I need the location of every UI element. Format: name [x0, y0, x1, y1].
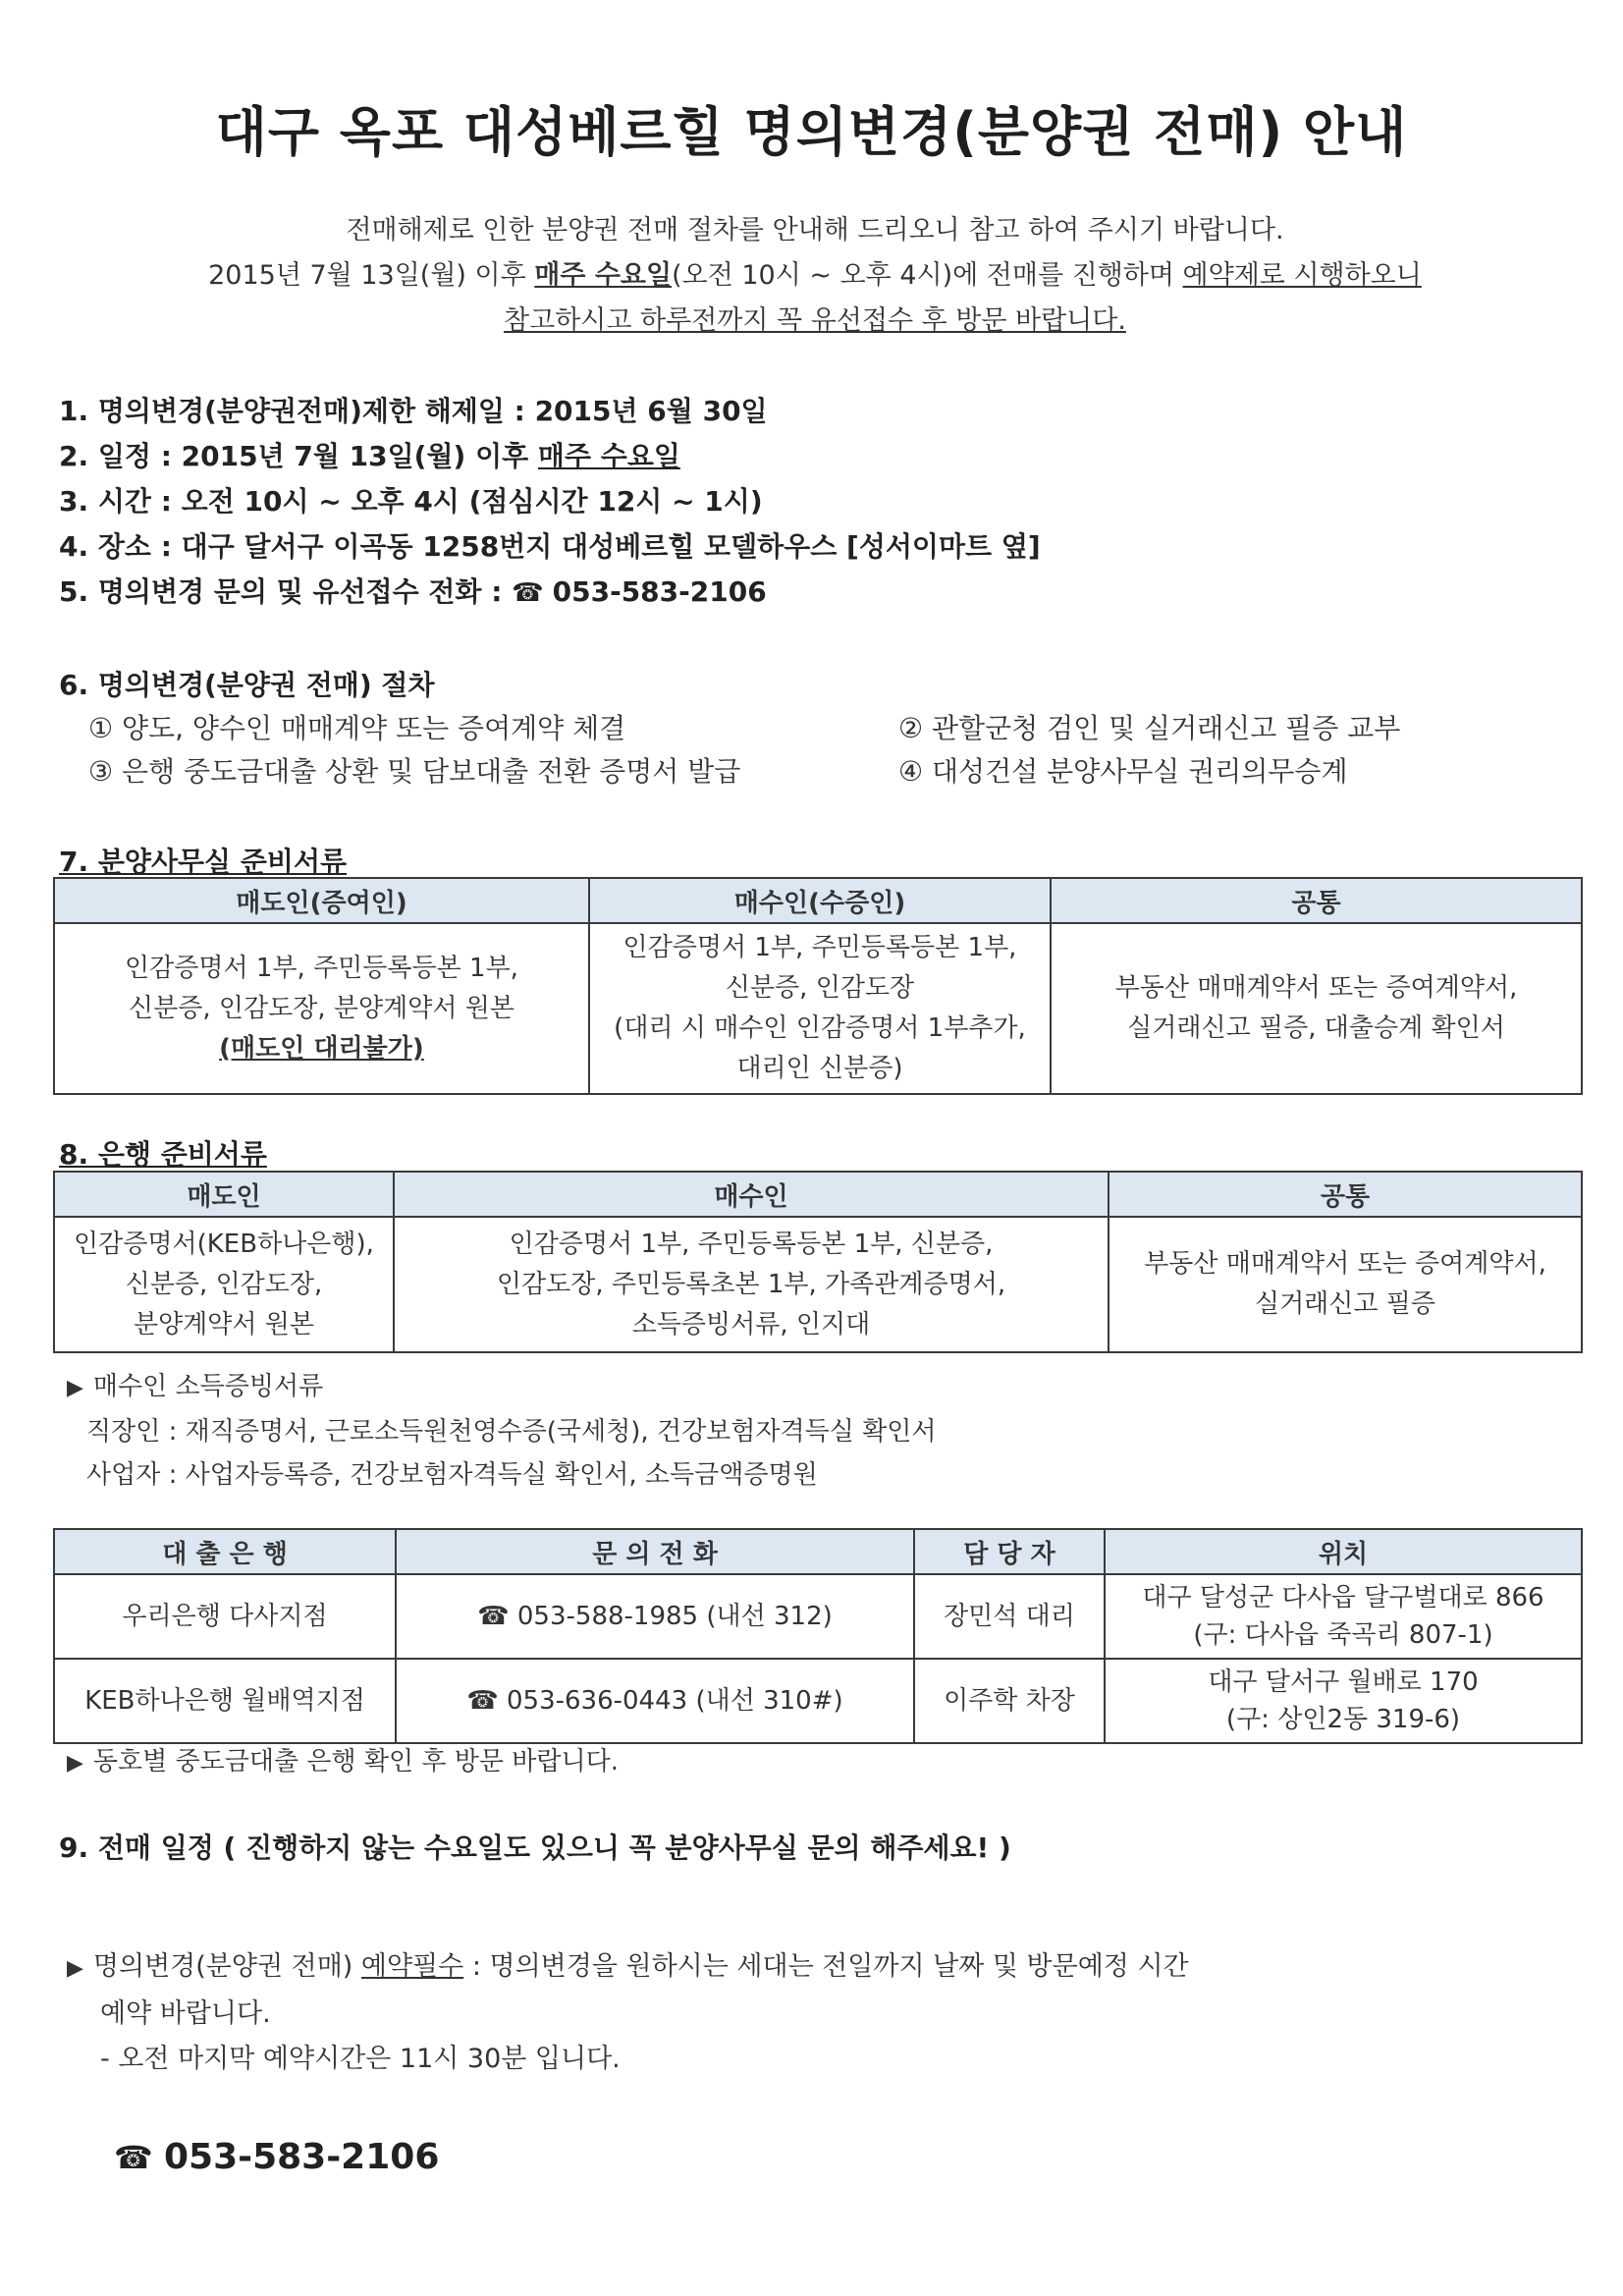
intro-line-2c: (오전 10시 ~ 오후 4시)에 전매를 진행하며 [672, 260, 1183, 291]
key-info-list [59, 389, 1532, 615]
table-row [54, 1574, 1582, 1659]
income-proof-title: 매수인 소득증빙서류 [92, 1372, 324, 1401]
bank-common-line: 부동산 매매계약서 또는 증여계약서, [1144, 1249, 1546, 1279]
intro-line-1: 전매해제로 인한 분양권 전매 절차를 안내해 드리오니 참고 하여 주시기 바랍니다. [346, 215, 1284, 246]
reservation-line-3: - 오전 마지막 예약시간은 11시 30분 입니다. [100, 2044, 621, 2074]
triangle-bullet-icon: ▶ [67, 1376, 83, 1400]
intro-text [118, 208, 1512, 344]
intro-line-2a: 2015년 7월 13일(월) 이후 [208, 260, 535, 291]
office-common-line: 실거래신고 필증, 대출승계 확인서 [1127, 1013, 1505, 1043]
office-seller-header: 매도인(증여인) [54, 878, 589, 923]
office-common-header: 공통 [1051, 878, 1582, 923]
bank-phone-cell [396, 1574, 914, 1659]
bank-seller-header: 매도인 [54, 1172, 394, 1217]
office-buyer-header: 매수인(수증인) [589, 878, 1051, 923]
bank-phone: 053-636-0443 (내선 310#) [507, 1685, 843, 1716]
contact-phone: 053-583-2106 [552, 575, 767, 608]
loan-bank-header: 대 출 은 행 [54, 1529, 396, 1574]
reservation-line-2: 예약 바랍니다. [100, 1998, 271, 2029]
schedule-item [59, 434, 1532, 479]
phone-icon: ☎ [466, 1685, 507, 1716]
loan-phone-header: 문 의 전 화 [396, 1529, 914, 1574]
intro-reservation: 예약제로 시행하오니 [1182, 260, 1422, 291]
bank-old-address: (구: 상인2동 319-6) [1225, 1705, 1461, 1734]
contact-label: 5. 명의변경 문의 및 유선접수 전화 : [59, 575, 513, 608]
procedure-step-2: ② 관할군청 검인 및 실거래신고 필증 교부 [898, 712, 1401, 744]
procedure-step-4: ④ 대성건설 분양사무실 권리의무승계 [898, 755, 1348, 788]
bank-manager-cell: 장민석 대리 [914, 1574, 1105, 1659]
bank-common-header: 공통 [1109, 1172, 1582, 1217]
loan-bank-table [53, 1528, 1583, 1744]
income-proof-business: 사업자 : 사업자등록증, 건강보험자격득실 확인서, 소득금액증명원 [86, 1460, 818, 1490]
income-proof-employee: 직장인 : 재직증명서, 근로소득원천영수증(국세청), 건강보험자격득실 확인서 [86, 1417, 937, 1447]
contact-phone-number: 053-583-2106 [164, 2137, 440, 2177]
bank-address: 대구 달성군 다사읍 달구벌대로 866 [1142, 1583, 1544, 1613]
bank-old-address: (구: 다사읍 죽곡리 807-1) [1193, 1620, 1493, 1650]
procedure-steps [88, 707, 1591, 793]
contact-phone-large [114, 2137, 439, 2177]
table-row [54, 1659, 1582, 1743]
phone-icon: ☎ [512, 578, 553, 608]
bank-common-line: 실거래신고 필증 [1254, 1289, 1436, 1319]
procedure-step-3: ③ 은행 중도금대출 상환 및 담보대출 전환 증명서 발급 [88, 755, 741, 788]
loan-bank-note-text: 동호별 중도금대출 은행 확인 후 방문 바랍니다. [92, 1747, 619, 1777]
office-common-line: 부동산 매매계약서 또는 증여계약서, [1114, 973, 1518, 1003]
bank-seller-cell [54, 1217, 394, 1352]
contact-item [59, 570, 1532, 615]
reservation-required: 예약필수 [360, 1951, 464, 1982]
intro-line-3: 참고하시고 하루전까지 꼭 유선접수 후 방문 바랍니다. [504, 305, 1126, 336]
office-buyer-line: 인감증명서 1부, 주민등록등본 1부, [622, 933, 1017, 962]
office-seller-no-proxy: (매도인 대리불가) [219, 1033, 424, 1064]
income-proof-title-row [67, 1365, 937, 1410]
bank-buyer-line: 인감증명서 1부, 주민등록등본 1부, 신분증, [509, 1229, 994, 1259]
bank-manager-cell: 이주학 차장 [914, 1659, 1105, 1743]
bank-name-cell: 우리은행 다사지점 [54, 1574, 396, 1659]
location-item: 4. 장소 : 대구 달서구 이곡동 1258번지 대성베르힐 모델하우스 [성서이마트 옆] [59, 530, 1041, 563]
office-buyer-line: 대리인 신분증) [736, 1054, 903, 1083]
bank-buyer-cell [394, 1217, 1109, 1352]
reservation-line-1 [67, 1944, 1189, 1992]
loan-location-header: 위치 [1105, 1529, 1582, 1574]
triangle-bullet-icon: ▶ [67, 1956, 83, 1981]
office-seller-line: 인감증명서 1부, 주민등록등본 1부, [125, 953, 518, 983]
schedule-text: 2. 일정 : 2015년 7월 13일(월) 이후 [59, 440, 538, 472]
bank-phone: 053-588-1985 (내선 312) [516, 1601, 833, 1631]
release-date-item: 1. 명의변경(분양권전매)제한 해제일 : 2015년 6월 30일 [59, 395, 768, 427]
bank-buyer-line: 소득증빙서류, 인지대 [631, 1309, 871, 1339]
time-item: 3. 시간 : 오전 10시 ~ 오후 4시 (점심시간 12시 ~ 1시) [59, 485, 763, 518]
schedule-heading: 9. 전매 일정 ( 진행하지 않는 수요일도 있으니 꼭 분양사무실 문의 해주세요! ) [59, 1831, 1011, 1864]
bank-seller-line: 신분증, 인감도장, [125, 1269, 323, 1299]
office-buyer-line: (대리 시 매수인 인감증명서 1부추가, [614, 1013, 1026, 1043]
reservation-notice [67, 1944, 1189, 2082]
loan-manager-header: 담 당 자 [914, 1529, 1105, 1574]
loan-bank-note [67, 1740, 619, 1785]
bank-location-cell [1105, 1659, 1582, 1743]
bank-address: 대구 달서구 월배로 170 [1208, 1667, 1479, 1697]
office-common-cell [1051, 923, 1582, 1094]
procedure-heading: 6. 명의변경(분양권 전매) 절차 [59, 669, 435, 701]
reservation-text-c: : 명의변경을 원하시는 세대는 전일까지 날짜 및 방문예정 시간 [463, 1951, 1189, 1982]
triangle-bullet-icon: ▶ [67, 1751, 83, 1776]
office-seller-cell [54, 923, 589, 1094]
procedure-section [59, 664, 1591, 793]
page-title: 대구 옥포 대성베르힐 명의변경(분양권 전매) 안내 [215, 101, 1408, 163]
bank-name-cell: KEB하나은행 월배역지점 [54, 1659, 396, 1743]
procedure-step-1: ① 양도, 양수인 매매계약 또는 증여계약 체결 [88, 712, 626, 744]
bank-common-cell [1109, 1217, 1582, 1352]
reservation-text-a: 명의변경(분양권 전매) [92, 1951, 361, 1982]
bank-docs-heading-text: 8. 은행 준비서류 [59, 1138, 267, 1171]
intro-weekday: 매주 수요일 [534, 260, 673, 291]
bank-docs-table [53, 1171, 1583, 1353]
bank-buyer-header: 매수인 [394, 1172, 1109, 1217]
bank-docs-heading [59, 1133, 267, 1173]
office-docs-table [53, 877, 1583, 1095]
office-docs-heading [59, 841, 347, 880]
bank-seller-line: 인감증명서(KEB하나은행), [74, 1229, 374, 1259]
intro-line-2 [118, 253, 1512, 299]
income-proof-notes [67, 1365, 937, 1497]
bank-location-cell [1105, 1574, 1582, 1659]
office-seller-line: 신분증, 인감도장, 분양계약서 원본 [129, 993, 514, 1023]
phone-icon: ☎ [477, 1601, 517, 1631]
schedule-weekday: 매주 수요일 [537, 440, 680, 472]
bank-phone-cell [396, 1659, 914, 1743]
bank-seller-line: 분양계약서 원본 [133, 1309, 315, 1339]
office-buyer-cell [589, 923, 1051, 1094]
bank-buyer-line: 인감도장, 주민등록초본 1부, 가족관계증명서, [496, 1269, 1006, 1299]
office-docs-heading-text: 7. 분양사무실 준비서류 [59, 846, 348, 878]
office-buyer-line: 신분증, 인감도장 [725, 973, 915, 1003]
phone-icon: ☎ [114, 2139, 164, 2176]
